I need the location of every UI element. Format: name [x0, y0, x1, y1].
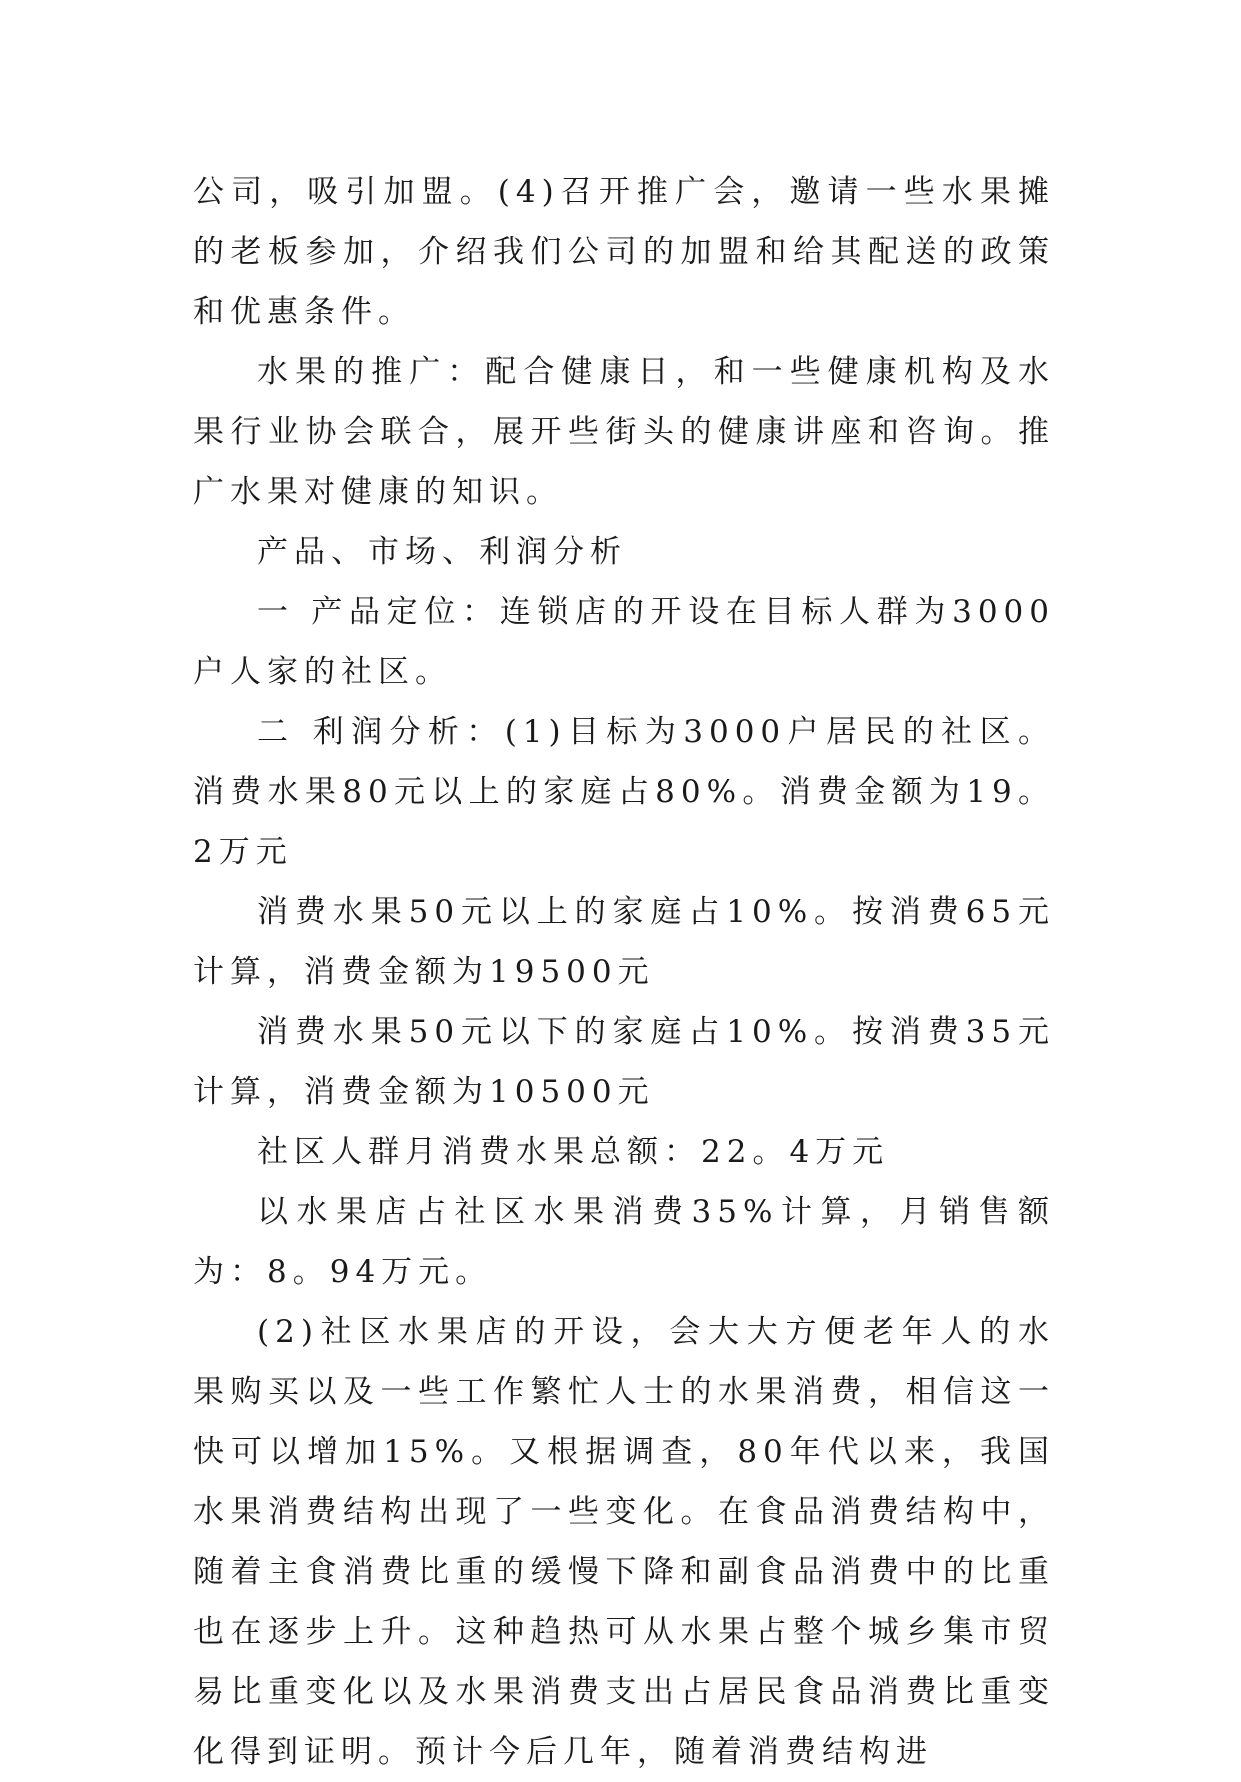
- paragraph-consumption-trend: (2)社区水果店的开设，会大大方便老年人的水果购买以及一些工作繁忙人士的水果消费，相信这一快可以增加15%。又根据调查，80年代以来，我国水果消费结构出现了一些变化。在食品消费结构中，随着主食消费比重的缓慢下降和副食品消费中的比重也在逐步上升。这种趋热可从水果占整个城乡集市贸易比重变化以及水果消费支出占居民食品消费比重变化得到证明。预计今后几年，随着消费结构进: [193, 1314, 1055, 1770]
- paragraph-spending-below-50: 消费水果50元以下的家庭占10%。按消费35元计算，消费金额为10500元: [193, 1014, 1055, 1110]
- document-body: [193, 162, 1055, 1782]
- section-heading-analysis: 产品、市场、利润分析: [257, 534, 627, 570]
- paragraph-spending-above-50: 消费水果50元以上的家庭占10%。按消费65元计算，消费金额为19500元: [193, 894, 1055, 990]
- paragraph-franchise-continuation: 公司，吸引加盟。(4)召开推广会，邀请一些水果摊的老板参加，介绍我们公司的加盟和给其配送的政策和优惠条件。: [193, 174, 1055, 330]
- paragraph-product-positioning: 一 产品定位：连锁店的开设在目标人群为3000户人家的社区。: [193, 594, 1055, 690]
- paragraph-profit-analysis: 二 利润分析：(1)目标为3000户居民的社区。消费水果80元以上的家庭占80%。消费金额为19。2万元: [193, 714, 1055, 870]
- paragraph-fruit-promotion: 水果的推广：配合健康日，和一些健康机构及水果行业协会联合，展开些街头的健康讲座和咨询。推广水果对健康的知识。: [193, 354, 1055, 510]
- paragraph-monthly-total: 社区人群月消费水果总额：22。4万元: [257, 1134, 890, 1170]
- paragraph-monthly-sales: 以水果店占社区水果消费35%计算，月销售额为：8。94万元。: [193, 1194, 1055, 1290]
